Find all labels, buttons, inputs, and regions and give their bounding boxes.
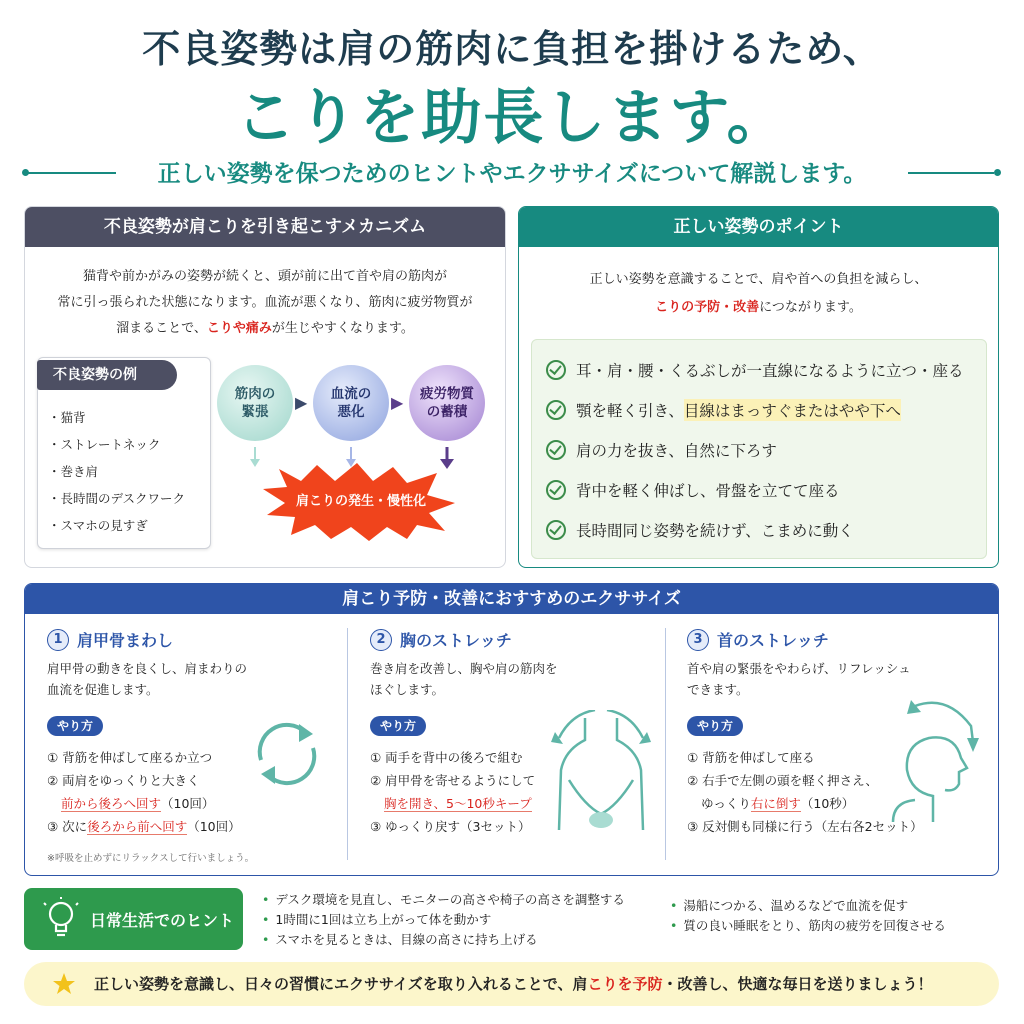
summary-text-pre: 正しい姿勢を意識し、日々の習慣にエクササイズを取り入れることで、肩 xyxy=(94,975,588,993)
checklist-item-text: 背中を軽く伸ばし、骨盤を立てて座る xyxy=(576,482,840,500)
exercise-step-pre: ゆっくり xyxy=(701,796,751,811)
bad-posture-example: ・ストレートネック xyxy=(48,437,161,452)
exercise-step-red: 前から後ろへ回す xyxy=(61,796,162,811)
checklist-item-text: 耳・肩・腰・くるぶしが一直線になるように立つ・座る xyxy=(576,362,964,380)
exercise-number: 2 xyxy=(370,629,392,651)
exercise-2-title xyxy=(370,628,512,651)
daily-tips-title: 日常生活でのヒント xyxy=(90,910,235,930)
star-icon xyxy=(52,972,76,996)
header-deco-right xyxy=(908,172,994,174)
exercise-name: 胸のストレッチ xyxy=(400,631,512,650)
bad-posture-example: ・スマホの見すぎ xyxy=(48,518,148,533)
exercise-desc-line: 首や肩の緊張をやわらげ、リフレッシュ xyxy=(687,661,911,676)
summary-banner xyxy=(24,962,999,1006)
exercise-step xyxy=(47,817,241,835)
mechanism-text-3 xyxy=(25,317,505,336)
exercise-1-desc xyxy=(47,658,247,700)
exercise-step xyxy=(61,794,214,812)
mechanism-text-2: 常に引っ張られた状態になります。血流が悪くなり、筋肉に疲労物質が xyxy=(57,295,473,310)
exercise-step-red: 胸を開き、5〜10秒キープ xyxy=(384,796,532,811)
howto-label: やり方 xyxy=(687,716,743,736)
exercise-step: ① 両手を背中の後ろで組む xyxy=(370,750,523,765)
flow-arrow-right-icon: ▶ xyxy=(391,393,404,412)
posture-checklist xyxy=(531,339,987,559)
flow-circle-line: 筋肉の xyxy=(234,386,276,402)
exercise-step: ② 両肩をゆっくりと大きく xyxy=(47,773,200,788)
header-line-1: 不良姿勢は肩の筋肉に負担を掛けるため、 xyxy=(142,27,882,71)
mechanism-title: 不良姿勢が肩こりを引き起こすメカニズム xyxy=(25,207,505,247)
bad-posture-example: ・巻き肩 xyxy=(48,464,99,479)
header-deco-dot-right xyxy=(994,169,1001,176)
check-circle-icon xyxy=(546,440,566,460)
check-circle-icon xyxy=(546,480,566,500)
exercise-2-desc xyxy=(370,658,558,700)
exercise-desc-line: 血流を促進します。 xyxy=(47,682,159,697)
bad-posture-example: ・長時間のデスクワーク xyxy=(48,491,186,506)
daily-tip: • 湯船につかる、温めるなどで血流を促す xyxy=(670,896,908,914)
daily-tips-badge xyxy=(24,888,243,950)
bad-posture-examples-box xyxy=(37,357,211,549)
check-circle-icon xyxy=(546,400,566,420)
howto-label: やり方 xyxy=(47,716,103,736)
exercise-step xyxy=(384,794,532,812)
mechanism-text-3-post: が生じやすくなります。 xyxy=(271,321,414,336)
flow-circle-fatigue xyxy=(409,365,485,441)
exercise-step: ③ ゆっくり戻す（3セット） xyxy=(370,819,531,834)
exercise-step-post: （10秒） xyxy=(800,796,855,811)
posture-points-text-2-red: こりの予防・改善 xyxy=(655,300,760,315)
summary-text-post: ・改善し、快適な毎日を送りましょう！ xyxy=(662,975,933,993)
flow-circle-line: 血流の xyxy=(330,386,372,402)
posture-points-panel xyxy=(518,206,999,568)
flow-circle-line: の蓄積 xyxy=(426,404,468,420)
exercise-step-red: 後ろから前へ回す xyxy=(87,819,188,834)
checklist-item-text: 肩の力を抜き、自然に下ろす xyxy=(576,442,777,460)
exercise-number: 1 xyxy=(47,629,69,651)
bad-posture-example: ・猫背 xyxy=(48,410,86,425)
checklist-item xyxy=(546,516,854,544)
exercise-step: ③ 反対側も同様に行う（左右各2セット） xyxy=(687,819,923,834)
posture-points-text-1: 正しい姿勢を意識することで、肩や首への負担を減らし、 xyxy=(589,272,928,287)
daily-tip: • 1時間に1回は立ち上がって体を動かす xyxy=(262,910,491,928)
exercise-name: 首のストレッチ xyxy=(717,631,829,650)
exercise-desc-line: 巻き肩を改善し、胸や肩の筋肉を xyxy=(370,661,558,676)
checklist-item xyxy=(546,436,777,464)
mechanism-text-3-red: こりや痛み xyxy=(206,321,272,336)
bad-posture-examples-title: 不良姿勢の例 xyxy=(37,360,177,390)
chest-stretch-illustration xyxy=(545,710,657,834)
check-circle-icon xyxy=(546,520,566,540)
checklist-item-text-pre: 顎を軽く引き、 xyxy=(576,402,684,420)
checklist-item-text-highlight: 目線はまっすぐまたはやや下へ xyxy=(684,399,901,421)
summary-text xyxy=(94,962,984,1006)
daily-tip: • 質の良い睡眠をとり、筋肉の疲労を回復させる xyxy=(670,916,946,934)
posture-points-text-2 xyxy=(519,296,998,315)
exercise-step-pre: ③ 次に xyxy=(47,819,88,834)
exercise-step: ② 右手で左側の頭を軽く押さえ、 xyxy=(687,773,878,788)
exercise-step-post: （10回） xyxy=(161,796,215,811)
daily-tip: • スマホを見るときは、目線の高さに持ち上げる xyxy=(262,930,538,948)
exercise-step-red: 右に倒す xyxy=(750,796,801,811)
header-line-2: こりを助長します。 xyxy=(235,83,789,153)
exercise-3-title xyxy=(687,628,829,651)
exercise-1-title xyxy=(47,628,173,651)
posture-points-title: 正しい姿勢のポイント xyxy=(519,207,998,247)
flow-circle-muscle-tension xyxy=(217,365,293,441)
lightbulb-icon xyxy=(40,897,82,941)
exercise-step: ① 背筋を伸ばして座るか立つ xyxy=(47,750,213,765)
column-divider xyxy=(665,628,666,860)
exercise-step-post: （10回） xyxy=(187,819,241,834)
flow-circle-line: 緊張 xyxy=(241,404,269,420)
header-deco-left xyxy=(28,172,116,174)
header-deco-dot-left xyxy=(22,169,29,176)
checklist-item-text: 長時間同じ姿勢を続けず、こまめに動く xyxy=(576,522,854,540)
exercise-desc-line: 肩甲骨の動きを良くし、肩まわりの xyxy=(47,661,248,676)
exercise-desc-line: ほぐします。 xyxy=(370,682,445,697)
mechanism-panel xyxy=(24,206,506,568)
exercise-number: 3 xyxy=(687,629,709,651)
header-subtitle: 正しい姿勢を保つためのヒントやエクササイズについて解説します。 xyxy=(157,161,867,187)
flow-arrow-right-icon: ▶ xyxy=(295,393,308,412)
exercise-desc-line: できます。 xyxy=(687,682,749,697)
exercise-step xyxy=(701,794,854,812)
flow-result: 肩こりの発生・慢性化 xyxy=(295,494,426,509)
mechanism-text-1: 猫背や前かがみの姿勢が続くと、頭が前に出て首や肩の筋肉が xyxy=(82,269,447,284)
flow-circle-line: 疲労物質 xyxy=(420,386,474,402)
flow-circle-line: 悪化 xyxy=(337,404,365,420)
mechanism-text-3-pre: 溜まることで、 xyxy=(116,321,207,336)
posture-points-text-2-post: につながります。 xyxy=(759,300,862,315)
exercise-step: ① 背筋を伸ばして座る xyxy=(687,750,815,765)
neck-stretch-illustration xyxy=(885,692,985,824)
summary-text-red: こりを予防 xyxy=(587,975,663,993)
exercise-note: ※呼吸を止めずにリラックスして行いましょう。 xyxy=(47,853,255,864)
exercise-3-desc xyxy=(687,658,911,700)
flow-circle-blood-flow xyxy=(313,365,389,441)
howto-label: やり方 xyxy=(370,716,426,736)
check-circle-icon xyxy=(546,360,566,380)
exercise-name: 肩甲骨まわし xyxy=(77,631,174,650)
exercises-section xyxy=(24,583,999,876)
daily-tip: • デスク環境を見直し、モニターの高さや椅子の高さを調整する xyxy=(262,890,625,908)
exercise-step: ② 肩甲骨を寄せるようにして xyxy=(370,773,536,788)
column-divider xyxy=(347,628,348,860)
rotate-arrows-icon xyxy=(247,714,327,794)
checklist-item xyxy=(546,396,901,424)
exercises-title: 肩こり予防・改善におすすめのエクササイズ xyxy=(25,584,998,614)
checklist-item xyxy=(546,356,964,384)
checklist-item xyxy=(546,476,840,504)
